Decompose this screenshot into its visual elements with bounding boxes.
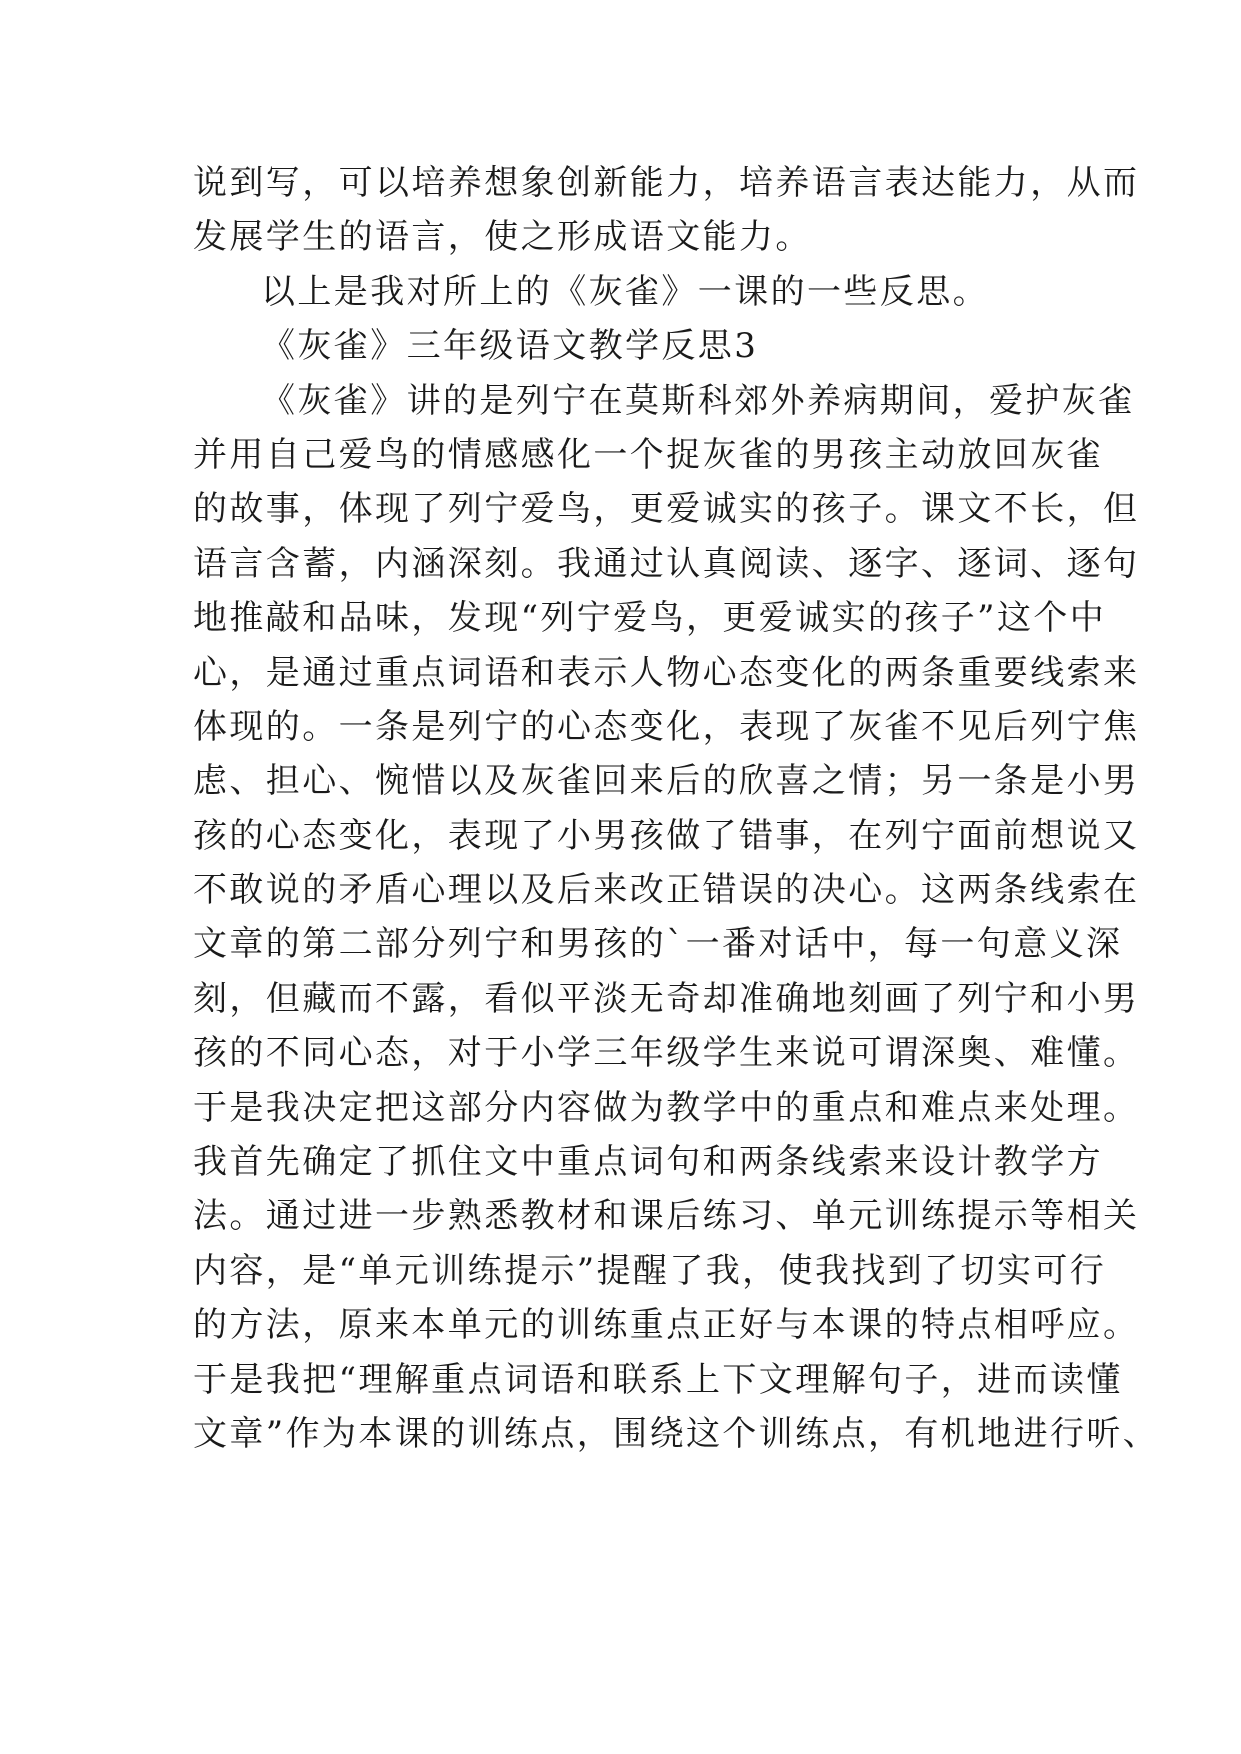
text-line: 不敢说的矛盾心理以及后来改正错误的决心。这两条线索在 bbox=[193, 870, 1140, 911]
paragraph-start-line: 《灰雀》讲的是列宁在莫斯科郊外养病期间，爱护灰雀 bbox=[261, 380, 1135, 421]
text-line: 法。通过进一步熟悉教材和课后练习、单元训练提示等相关 bbox=[193, 1196, 1140, 1237]
text-line: 于是我决定把这部分内容做为教学中的重点和难点来处理。 bbox=[193, 1087, 1140, 1128]
text-line: 心，是通过重点词语和表示人物心态变化的两条重要线索来 bbox=[193, 652, 1140, 693]
text-line: 地推敲和品味，发现“列宁爱鸟，更爱诚实的孩子”这个中 bbox=[193, 598, 1107, 639]
text-line: 的故事，体现了列宁爱鸟，更爱诚实的孩子。课文不长，但 bbox=[193, 489, 1140, 530]
text-line: 内容，是“单元训练提示”提醒了我，使我找到了切实可行 bbox=[193, 1250, 1107, 1291]
text-line: 虑、担心、惋惜以及灰雀回来后的欣喜之情；另一条是小男 bbox=[193, 761, 1140, 802]
text-line: 说到写，可以培养想象创新能力，培养语言表达能力，从而 bbox=[193, 163, 1140, 203]
text-line: 孩的不同心态，对于小学三年级学生来说可谓深奥、难懂。 bbox=[193, 1033, 1140, 1074]
text-line: 体现的。一条是列宁的心态变化，表现了灰雀不见后列宁焦 bbox=[193, 706, 1140, 747]
text-line: 孩的心态变化，表现了小男孩做了错事，在列宁面前想说又 bbox=[193, 815, 1140, 856]
text-line: 文章的第二部分列宁和男孩的`一番对话中，每一句意义深 bbox=[193, 924, 1123, 965]
text-line: 我首先确定了抓住文中重点词句和两条线索来设计教学方 bbox=[193, 1142, 1103, 1183]
text-line: 发展学生的语言，使之形成语文能力。 bbox=[193, 217, 812, 258]
text-line: 于是我把“理解重点词语和联系上下文理解句子，进而读懂 bbox=[193, 1359, 1123, 1400]
text-line: 并用自己爱鸟的情感感化一个捉灰雀的男孩主动放回灰雀 bbox=[193, 434, 1103, 475]
text-line: 的方法，原来本单元的训练重点正好与本课的特点相呼应。 bbox=[193, 1305, 1140, 1346]
paragraph-start-line: 以上是我对所上的《灰雀》一课的一些反思。 bbox=[261, 271, 989, 312]
text-line: 文章”作为本课的训练点，围绕这个训练点，有机地进行听、 bbox=[193, 1413, 1160, 1454]
body-text bbox=[193, 156, 1160, 1461]
text-line: 语言含蓄，内涵深刻。我通过认真阅读、逐字、逐词、逐句 bbox=[193, 543, 1140, 584]
text-line: 刻，但藏而不露，看似平淡无奇却准确地刻画了列宁和小男 bbox=[193, 978, 1140, 1019]
section-heading: 《灰雀》三年级语文教学反思3 bbox=[261, 326, 759, 367]
